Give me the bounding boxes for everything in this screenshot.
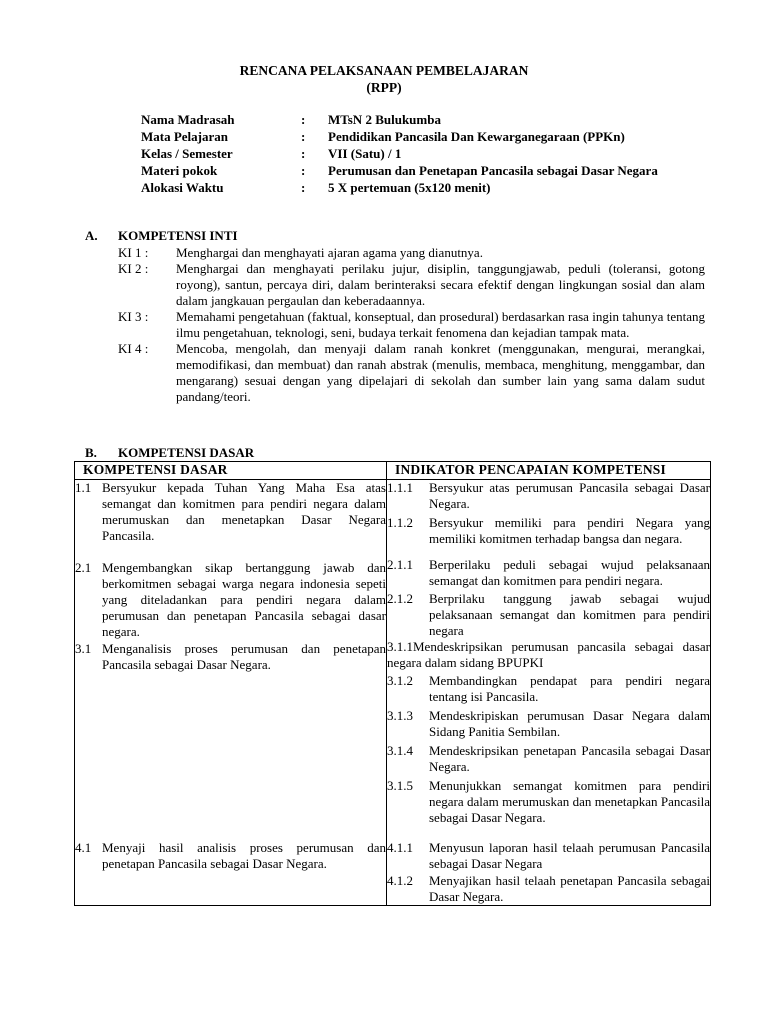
indikator-number: 3.1.1 — [387, 639, 413, 654]
ki-item — [118, 341, 705, 405]
ki-code: KI 2 : — [118, 261, 149, 276]
identity-value: VII (Satu) / 1 — [328, 146, 402, 161]
indikator-text: Mendeskripsikan perumusan pancasila sebagai dasar negara dalam sidang BPUPKI — [387, 639, 710, 670]
ki-text: Menghargai dan menghayati perilaku jujur, disiplin, tanggungjawab, peduli (toleransi, gotong royong), santun, percaya diri, dalam berinteraksi secara efektif dengan lingkungan sosial dan alam dalam jangkauan pergaulan dan keberadaannya. — [176, 261, 705, 308]
indikator-item — [387, 480, 710, 512]
indikator-number: 4.1.2 — [387, 873, 413, 888]
identity-label: Mata Pelajaran — [141, 129, 229, 144]
kompetensi-dasar-table — [74, 461, 711, 906]
kd-item — [75, 480, 386, 560]
indikator-number: 2.1.2 — [387, 591, 413, 606]
section-letter: B. — [85, 445, 97, 460]
identity-colon: : — [301, 146, 306, 161]
identity-label: Materi pokok — [141, 163, 218, 178]
title-line-2: (RPP) — [366, 80, 402, 95]
ki-text: Memahami pengetahuan (faktual, konseptual, dan prosedural) berdasarkan rasa ingin tahunya tentang ilmu pengetahuan, teknologi, seni, budaya terkait fenomena dan kejadian tampak mata. — [176, 309, 705, 340]
indikator-item — [387, 840, 710, 872]
kd-number: 4.1 — [75, 840, 92, 855]
indikator-number: 4.1.1 — [387, 840, 413, 855]
indikator-number: 3.1.5 — [387, 778, 413, 793]
kd-item — [75, 641, 386, 840]
identity-value: MTsN 2 Bulukumba — [328, 112, 441, 127]
indikator-item — [387, 873, 710, 905]
kd-number: 2.1 — [75, 560, 92, 575]
identity-row — [141, 179, 701, 196]
identity-block — [141, 111, 701, 196]
section-letter: A. — [85, 228, 98, 243]
section-title: KOMPETENSI INTI — [118, 228, 238, 243]
kd-column — [75, 480, 387, 906]
table-row — [75, 480, 711, 906]
indikator-number: 3.1.4 — [387, 743, 413, 758]
indikator-item — [387, 743, 710, 775]
identity-row — [141, 111, 701, 128]
indikator-text: Berperilaku peduli sebagai wujud pelaksanaan semangat dan komitmen para pendiri negara. — [429, 557, 710, 588]
indikator-column — [387, 480, 711, 906]
ki-item — [118, 261, 705, 309]
identity-value: 5 X pertemuan (5x120 menit) — [328, 180, 491, 195]
table-header-kd: KOMPETENSI DASAR — [75, 462, 387, 480]
kd-number: 3.1 — [75, 641, 92, 656]
identity-row — [141, 128, 701, 145]
section-heading — [85, 228, 705, 245]
section-kompetensi-dasar-heading — [85, 445, 254, 462]
table-header-indikator: INDIKATOR PENCAPAIAN KOMPETENSI — [387, 462, 711, 480]
indikator-item — [387, 708, 710, 740]
indikator-text: Bersyukur atas perumusan Pancasila sebagai Dasar Negara. — [429, 480, 710, 511]
indikator-number: 1.1.1 — [387, 480, 413, 495]
identity-row — [141, 162, 701, 179]
indikator-text: Menyajikan hasil telaah penetapan Pancasila sebagai Dasar Negara. — [429, 873, 710, 904]
indikator-number: 1.1.2 — [387, 515, 413, 530]
indikator-text: Bersyukur memiliki para pendiri Negara yang memiliki komitmen terhadap bangsa dan negara. — [429, 515, 710, 546]
indikator-text: Menunjukkan semangat komitmen para pendiri negara dalam merumuskan dan menetapkan Pancasila sebagai Dasar Negara. — [429, 778, 710, 825]
identity-row — [141, 145, 701, 162]
identity-value: Pendidikan Pancasila Dan Kewarganegaraan (PPKn) — [328, 129, 625, 144]
ki-item — [118, 309, 705, 341]
indikator-item — [387, 673, 710, 705]
document-title — [0, 62, 768, 96]
identity-colon: : — [301, 112, 306, 127]
kd-item — [75, 840, 386, 872]
identity-colon: : — [301, 180, 306, 195]
ki-code: KI 1 : — [118, 245, 149, 260]
indikator-number: 2.1.1 — [387, 557, 413, 572]
indikator-item — [387, 515, 710, 547]
ki-code: KI 4 : — [118, 341, 149, 356]
indikator-item — [387, 591, 710, 639]
section-title: KOMPETENSI DASAR — [118, 445, 255, 460]
ki-text: Menghargai dan menghayati ajaran agama yang dianutnya. — [176, 245, 483, 260]
indikator-text: Membandingkan pendapat para pendiri negara tentang isi Pancasila. — [429, 673, 710, 704]
indikator-number: 3.1.3 — [387, 708, 413, 723]
identity-value: Perumusan dan Penetapan Pancasila sebagai Dasar Negara — [328, 163, 658, 178]
indikator-item — [387, 778, 710, 826]
indikator-text: Berprilaku tanggung jawab sebagai wujud pelaksanaan semangat dan komitmen para pendiri negara — [429, 591, 710, 638]
indikator-text: Mendeskripsikan penetapan Pancasila sebagai Dasar Negara. — [429, 743, 710, 774]
identity-colon: : — [301, 129, 306, 144]
ki-item — [118, 245, 705, 261]
table-header-row — [75, 462, 711, 480]
identity-label: Alokasi Waktu — [141, 180, 224, 195]
kd-number: 1.1 — [75, 480, 92, 495]
title-line-1: RENCANA PELAKSANAAN PEMBELAJARAN — [239, 63, 529, 78]
kd-item — [75, 560, 386, 641]
indikator-text: Menyusun laporan hasil telaah perumusan Pancasila sebagai Dasar Negara — [429, 840, 710, 871]
kd-text: Bersyukur kepada Tuhan Yang Maha Esa atas semangat dan komitmen para pendiri negara dalam merumuskan dan menetapkan Dasar Negara Pancasila. — [102, 480, 386, 543]
indikator-item — [387, 639, 710, 671]
identity-label: Kelas / Semester — [141, 146, 233, 161]
ki-text: Mencoba, mengolah, dan menyaji dalam ranah konkret (menggunakan, mengurai, merangkai, memodifikasi, dan membuat) dan ranah abstrak (menulis, membaca, menghitung, menggambar, dan mengarang) sesuai dengan yang dipelajari di sekolah dan sumber lain yang sama dalam sudut pandang/teori. — [176, 341, 705, 404]
ki-code: KI 3 : — [118, 309, 149, 324]
section-kompetensi-inti — [85, 228, 705, 405]
kd-text: Mengembangkan sikap bertanggung jawab dan berkomitmen sebagai warga negara indonesia sepeti yang diteladankan para pendiri negara dalam perumusan dan penetapan Pancasila sebagai dasar negara. — [102, 560, 386, 639]
kd-text: Menyaji hasil analisis proses perumusan dan penetapan Pancasila sebagai Dasar Negara. — [102, 840, 386, 871]
identity-label: Nama Madrasah — [141, 112, 235, 127]
indikator-number: 3.1.2 — [387, 673, 413, 688]
indikator-item — [387, 557, 710, 589]
identity-colon: : — [301, 163, 306, 178]
kd-text: Menganalisis proses perumusan dan penetapan Pancasila sebagai Dasar Negara. — [102, 641, 386, 672]
indikator-text: Mendeskripiskan perumusan Dasar Negara dalam Sidang Panitia Sembilan. — [429, 708, 710, 739]
